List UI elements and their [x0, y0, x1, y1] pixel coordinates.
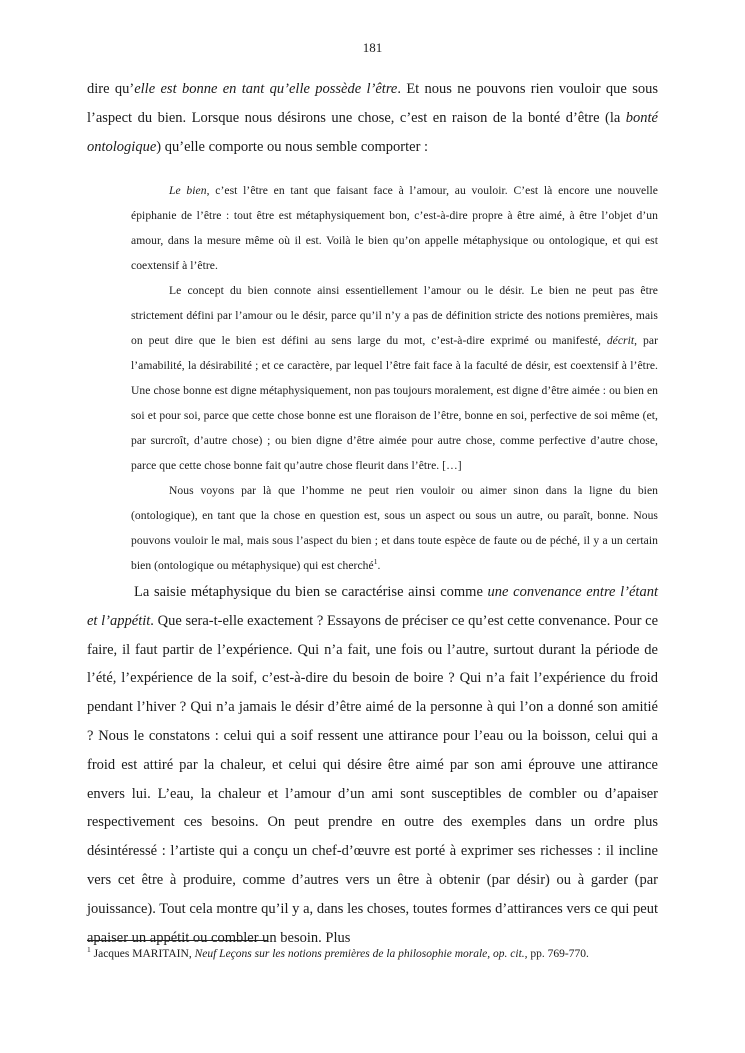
intro-italic-1: elle est bonne en tant qu’elle possède l’être	[134, 81, 398, 97]
intro-text-1: dire qu’	[87, 81, 135, 97]
quote-paragraph-1	[131, 178, 658, 278]
quote-p1-text: , c’est l’être en tant que faisant face à l’amour, au vouloir. C’est là encore une nouvelle épiphanie de l’être : tout être est métaphysiquement bon, c’est-à-dire propre à être aimé, à être l’objet d’un amour, dans la mesure même où il est. Voilà le bien qu’on appelle métaphysique ou ontologique, et qui est coextensif à l’être.	[131, 184, 658, 272]
quote-paragraph-2	[131, 278, 658, 478]
page-number: 181	[362, 40, 383, 55]
intro-text-3: ) qu’elle comporte ou nous semble comporter :	[156, 138, 429, 155]
main-text-1: La saisie métaphysique du bien se caractérise ainsi comme	[134, 584, 488, 600]
quote-p2-italic: décrit	[606, 334, 635, 347]
quote-p3-end: .	[377, 559, 381, 572]
footnote-separator	[87, 940, 268, 941]
footnote	[87, 946, 687, 962]
intro-paragraph	[87, 75, 658, 161]
main-text-2: . Que sera-t-elle exactement ? Essayons de préciser ce qu’est cette convenance. Pour ce faire, il faut partir de l’expérience. Qui n’a fait, une fois ou l’autre, surtout durant la période de l’été, l’expérience de la soif, c’est-à-dire du besoin de boire ? Qui n’a fait l’expérience du froid pendant l’hiver ? Qui n’a jamais le désir d’être aimé de la personne à qui l’on a donné son amitié ? Nous le constatons : celui qui a soif ressent une attirance pour l’eau ou la boisson, celui qui a froid est attiré par la chaleur, et celui qui désire être aimé par son ami éprouve une attirance envers lui. L’eau, la chaleur et l’amour d’un ami sont susceptibles de combler ou d’apaiser respectivement ces besoins. On peut prendre en outre des exemples dans un ordre plus désintéressé : l’artiste qui a conçu un chef-d’œuvre est porté à exprimer ses richesses : il incline vers cet être à produire, comme d’autres vers un être à obtenir (par désir) ou à garder (par jouissance). Tout cela montre qu’il y a, dans les choses, toutes formes d’attirances vers ce qui peut apaiser un appétit ou combler un besoin. Plus	[87, 612, 659, 946]
quote-p3-text: Nous voyons par là que l’homme ne peut rien vouloir ou aimer sinon dans la ligne du bien (ontologique), en tant que la chose en question est, sous un aspect ou sous un autre, ou paraît, bonne. Nous pouvons vouloir le mal, mais sous l’aspect du bien ; et dans toute espèce de faute ou de péché, il y a un certain bien (ontologique ou métaphysique) qui est cherché	[131, 484, 658, 572]
main-italic-1: une convenance entre l’étant et l’appétit	[87, 584, 658, 629]
intro-italic-2: bonté ontologique	[87, 109, 658, 155]
footnote-text-1: Jacques MARITAIN,	[90, 948, 195, 960]
quote-p2-text-1: Le concept du bien connote ainsi essentiellement l’amour ou le désir. Le bien ne peut pas être strictement défini par l’amour ou le désir, parce qu’il n’y a pas de définition stricte des notions premières, mais on peut dire que le bien est défini au sens large du mot, c’est-à-dire exprimé ou manifesté,	[131, 284, 658, 347]
quote-p2-text-2: , par l’amabilité, la désirabilité ; et ce caractère, par lequel l’être fait face à la faculté de désir, est coextensif à l’être. Une chose bonne est digne métaphysiquement, non pas toujours moralement, est digne d’être aimée : ou bien en soi et pour soi, parce que cette chose bonne est une floraison de l’être, bonne en soi, perfective de soi même (et, par surcroît, d’autre chose) ; ou bien digne d’être aimée pour autre chose, comme perfective d’autre chose, parce que cette chose bonne fait qu’autre chose fleurit dans l’être. […]	[131, 334, 658, 472]
footnote-text-2: pp. 769-770.	[527, 948, 589, 960]
block-quote	[131, 178, 658, 578]
quote-p1-italic: Le bien	[169, 184, 207, 197]
footnote-reference[interactable]: 1	[373, 557, 378, 567]
quote-paragraph-3	[131, 478, 658, 578]
footnote-italic: Neuf Leçons sur les notions premières de la philosophie morale, op. cit.,	[194, 948, 528, 960]
intro-text-2: . Et nous ne pouvons rien vouloir que sous l’aspect du bien. Lorsque nous désirons une chose, c’est en raison de la bonté d’être (la	[87, 81, 658, 126]
footnote-number: 1	[87, 945, 91, 955]
